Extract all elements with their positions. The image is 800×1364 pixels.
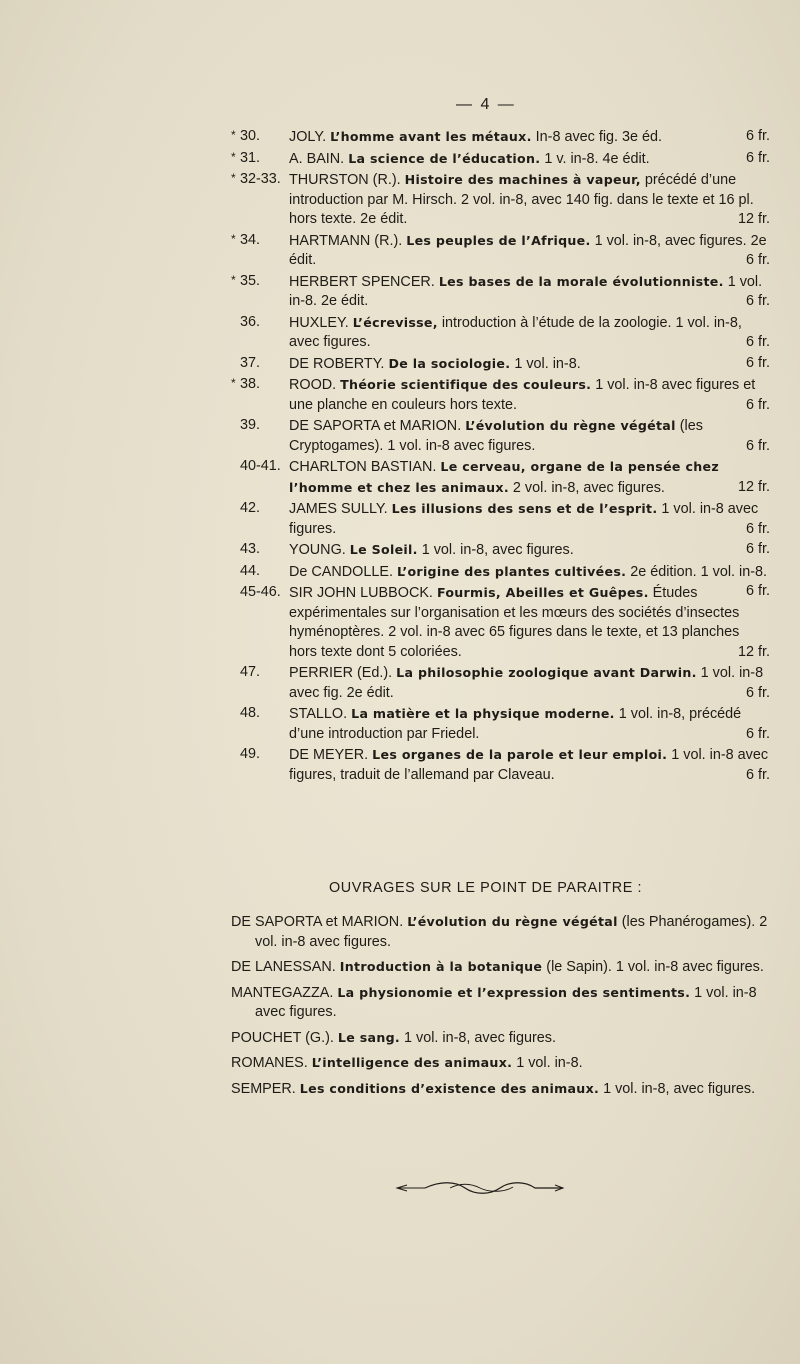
entry-number: 39. (240, 417, 261, 434)
entry-details: 1 vol. in-8 avec figures, traduit de l’allemand par Claveau. (289, 747, 769, 783)
entry-asterisk: * (231, 376, 236, 391)
forthcoming-details: (les Phanérogames). 2 vol. in-8 avec figures. (255, 914, 768, 950)
entry-number: 40-41. (240, 458, 281, 475)
entry-details: 1 vol. in-8, avec figures. 2e édit. (289, 232, 767, 268)
entry-author: YOUNG. (289, 542, 346, 559)
entry-number: 32-33. (240, 171, 281, 188)
forthcoming-author: DE SAPORTA et MARION. (231, 914, 404, 930)
entry-price: 6 fr. (746, 520, 770, 537)
entry-number: 43. (240, 541, 261, 558)
entry-price: 6 fr. (746, 725, 770, 742)
catalogue-entry (240, 663, 770, 703)
catalogue-entry (240, 704, 770, 744)
entry-price: 12 fr. (738, 211, 770, 227)
entry-body (289, 583, 770, 662)
forthcoming-title: Les conditions d’existence des animaux. (299, 1080, 600, 1096)
forthcoming-title: L’intelligence des animaux. (311, 1055, 513, 1070)
catalogue-entry (231, 127, 770, 147)
entry-title: Le cerveau, organe de la pensée chez l’homme et chez les animaux. (289, 459, 719, 495)
entry-number: 35. (240, 272, 261, 289)
catalogue-entry (240, 354, 770, 374)
entry-author: HERBERT SPENCER. (289, 273, 435, 290)
forthcoming-title: La physionomie et l’expression des sentiments. (337, 984, 691, 1000)
entry-number: 44. (240, 562, 261, 579)
entry-title: Fourmis, Abeilles et Guêpes. (436, 585, 649, 601)
forthcoming-title: Le sang. (337, 1029, 400, 1045)
entry-author: DE SAPORTA et MARION. (289, 418, 462, 435)
entry-title: De la sociologie. (388, 355, 511, 371)
entry-author: SIR JOHN LUBBOCK. (289, 585, 433, 602)
entry-body (289, 704, 770, 744)
forthcoming-author: DE LANESSAN. (231, 959, 336, 975)
forthcoming-details: 1 vol. in-8, avec figures. (599, 1080, 756, 1097)
entry-price: 6 fr. (746, 541, 770, 558)
entry-number: 37. (240, 354, 261, 371)
entry-details: 1 vol. in-8, avec figures. (417, 542, 574, 559)
entry-details: 2 vol. in-8, avec figures. (508, 479, 665, 496)
entry-asterisk: * (231, 231, 236, 246)
catalogue-entry (231, 170, 770, 229)
entry-title: La matière et la physique moderne. (351, 706, 615, 722)
catalogue-entry (231, 231, 770, 271)
entry-number: 36. (240, 313, 261, 330)
entry-body (289, 416, 770, 456)
ornament-flourish (395, 1181, 565, 1195)
entry-title: Les bases de la morale évolutionniste. (438, 273, 724, 289)
entry-title: L’origine des plantes cultivées. (396, 563, 627, 579)
entry-title: L’homme avant les métaux. (330, 129, 532, 144)
forthcoming-title: L’évolution du règne végétal (407, 914, 618, 929)
entry-number: 47. (240, 664, 261, 681)
catalogue-entry (240, 313, 770, 353)
catalogue-entry (240, 499, 770, 539)
entry-details: 1 vol. in-8, précédé d’une introduction par Friedel. (289, 706, 742, 742)
entry-asterisk: * (231, 128, 236, 142)
entry-asterisk: * (231, 171, 236, 186)
entry-price: 6 fr. (746, 128, 770, 144)
entry-body (289, 457, 770, 498)
entry-number: 48. (240, 705, 261, 722)
forthcoming-title: Introduction à la botanique (339, 959, 543, 974)
forthcoming-item (231, 912, 771, 952)
forthcoming-details: 1 vol. in-8, avec figures. (400, 1029, 556, 1046)
entry-author: STALLO. (289, 706, 348, 723)
entry-body (289, 170, 770, 229)
entry-price: 6 fr. (746, 334, 770, 350)
entry-body (289, 745, 770, 785)
forthcoming-item (231, 1028, 771, 1049)
entry-body (289, 375, 770, 415)
entry-details: 1 vol. in-8 avec fig. 2e édit. (289, 665, 764, 701)
entry-title: L’évolution du règne végétal (465, 418, 676, 434)
catalogue-entry (231, 272, 770, 312)
forthcoming-item (231, 1079, 771, 1100)
entry-price: 6 fr. (746, 396, 770, 413)
entry-title: La science de l’éducation. (348, 150, 541, 166)
page-number: — 4 — (456, 96, 516, 113)
forthcoming-author: SEMPER. (231, 1080, 296, 1097)
entry-asterisk: * (231, 272, 236, 287)
entry-details: introduction à l’étude de la zoologie. 1 vol. in-8, avec figures. (289, 314, 742, 350)
entry-asterisk: * (231, 149, 236, 164)
entry-author: HARTMANN (R.). (289, 232, 403, 249)
entry-author: A. BAIN. (289, 150, 345, 167)
forthcoming-author: POUCHET (G.). (231, 1029, 334, 1046)
entry-details: Études expérimentales sur l’organisation et les mœurs des sociétés d’insectes hyménoptères. 2 vol. in-8 avec 65 figures dans le texte, et 13 planches hors texte dont 5 coloriées. (289, 585, 740, 660)
entry-price: 6 fr. (746, 437, 770, 454)
forthcoming-item (231, 957, 771, 978)
entry-details: 1 v. in-8. 4e édit. (540, 150, 650, 167)
entry-title: Théorie scientifique des couleurs. (340, 377, 592, 393)
entry-author: JAMES SULLY. (289, 501, 388, 518)
forthcoming-item (231, 983, 771, 1023)
entry-title: Les organes de la parole et leur emploi. (372, 747, 668, 763)
entry-details: In-8 avec fig. 3e éd. (531, 129, 663, 145)
entry-author: CHARLTON BASTIAN. (289, 459, 437, 476)
entry-body (289, 231, 770, 271)
entry-title: La philosophie zoologique avant Darwin. (396, 665, 697, 681)
forthcoming-details: 1 vol. in-8 avec figures. (255, 984, 757, 1020)
forthcoming-details: (le Sapin). 1 vol. in-8 avec figures. (542, 959, 764, 975)
entry-price: 6 fr. (746, 293, 770, 309)
entry-body (289, 313, 770, 353)
entry-price: 6 fr. (746, 149, 770, 166)
entry-title: L’écrevisse, (352, 314, 438, 330)
forthcoming-author: ROMANES. (231, 1055, 308, 1071)
catalogue-entries (231, 127, 770, 786)
entry-author: JOLY. (289, 129, 327, 145)
entry-price: 6 fr. (746, 583, 770, 600)
entry-details: 2e édition. 1 vol. in-8. (626, 563, 768, 580)
entry-title: Le Soleil. (349, 542, 418, 558)
entry-price: 6 fr. (746, 252, 770, 268)
entry-price: 6 fr. (746, 766, 770, 783)
entry-number: 38. (240, 376, 261, 393)
entry-details: 1 vol. in-8 avec figures et une planche en couleurs hors texte. (289, 377, 756, 413)
catalogue-entry (240, 583, 770, 662)
forthcoming-list (231, 912, 771, 1104)
entry-number: 34. (240, 231, 261, 248)
entry-body (289, 499, 770, 539)
catalogue-entry (240, 540, 770, 560)
entry-price: 12 fr. (738, 643, 770, 660)
entry-author: De CANDOLLE. (289, 563, 393, 580)
entry-details: précédé d’une introduction par M. Hirsch. 2 vol. in-8, avec 140 fig. dans le texte et 16 pl. hors texte. 2e édit. (289, 172, 754, 227)
catalogue-entry (240, 416, 770, 456)
entry-body (289, 540, 770, 560)
entry-number: 31. (240, 149, 261, 166)
catalogue-entry (231, 375, 770, 415)
entry-number: 42. (240, 500, 261, 517)
entry-author: THURSTON (R.). (289, 172, 401, 189)
entry-number: 45-46. (240, 584, 281, 601)
entry-details: 1 vol. in-8. 2e édit. (289, 273, 763, 309)
entry-number: 30. (240, 128, 261, 144)
entry-price: 12 fr. (738, 478, 770, 495)
entry-price: 6 fr. (746, 354, 770, 371)
entry-number: 49. (240, 746, 261, 763)
catalogue-entry (231, 149, 770, 169)
entry-title: Histoire des machines à vapeur, (404, 172, 641, 188)
entry-title: Les illusions des sens et de l’esprit. (391, 501, 658, 517)
entry-details: 1 vol. in-8 avec figures. (289, 501, 759, 537)
entry-body (289, 354, 770, 374)
forthcoming-item (231, 1053, 771, 1074)
entry-author: DE ROBERTY. (289, 355, 385, 372)
catalogue-entry (240, 745, 770, 785)
entry-details: 1 vol. in-8. (510, 355, 581, 372)
entry-body (289, 127, 770, 147)
entry-body (289, 272, 770, 312)
entry-author: ROOD. (289, 377, 337, 394)
entry-body (289, 149, 770, 169)
forthcoming-author: MANTEGAZZA. (231, 984, 334, 1001)
forthcoming-details: 1 vol. in-8. (512, 1055, 583, 1071)
entry-author: HUXLEY. (289, 314, 349, 331)
entry-price: 6 fr. (746, 684, 770, 701)
entry-details: (les Cryptogames). 1 vol. in-8 avec figures. (289, 418, 703, 454)
catalogue-entry (240, 457, 770, 498)
forthcoming-heading: OUVRAGES SUR LE POINT DE PARAITRE : (329, 880, 643, 896)
entry-author: DE MEYER. (289, 747, 369, 764)
entry-author: PERRIER (Ed.). (289, 665, 393, 682)
entry-body (289, 663, 770, 703)
entry-title: Les peuples de l’Afrique. (406, 232, 591, 248)
